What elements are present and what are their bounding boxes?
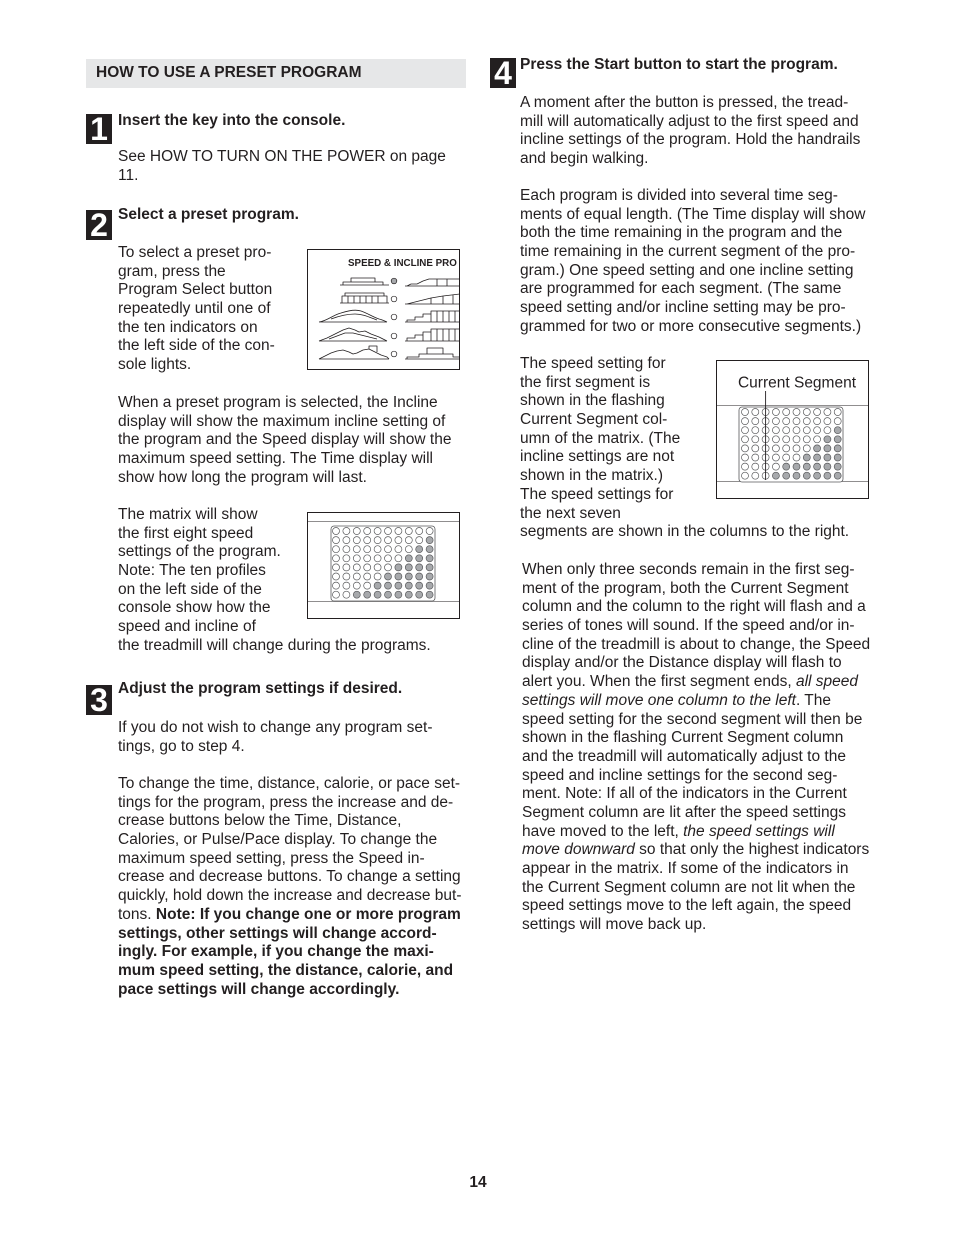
matrix-indicator	[814, 418, 821, 425]
speed-matrix-figure	[307, 512, 460, 619]
text-run: . The	[795, 691, 832, 709]
matrix-indicator	[742, 409, 749, 416]
matrix-indicator	[752, 463, 759, 470]
matrix-indicator	[742, 463, 749, 470]
matrix-indicator	[353, 546, 360, 553]
section-header-bar	[86, 59, 466, 88]
matrix-indicator	[772, 436, 779, 443]
matrix-indicator	[343, 582, 350, 589]
bold-text: mum speed setting, the distance, calorie, and	[118, 961, 454, 979]
matrix-indicator	[793, 409, 800, 416]
text-line	[522, 692, 870, 711]
matrix-indicator	[333, 528, 340, 535]
bold-text: ingly. For example, if you change the maxi-	[118, 943, 434, 961]
matrix-indicator	[374, 573, 381, 580]
text-line	[522, 841, 870, 860]
matrix-indicator	[395, 528, 402, 535]
matrix-indicator-lit	[416, 564, 423, 571]
program-indicator	[391, 296, 397, 302]
matrix-indicator-lit	[395, 564, 402, 571]
matrix-indicator-lit	[374, 591, 381, 598]
matrix-indicator	[752, 409, 759, 416]
matrix-indicator	[426, 528, 433, 535]
matrix-indicator	[793, 445, 800, 452]
matrix-indicator-lit	[374, 582, 381, 589]
text-run: so that only the highest indicators	[634, 841, 870, 859]
current-segment-matrix-figure	[716, 360, 869, 499]
step-1-heading: Insert the key into the console.	[118, 112, 346, 129]
matrix-indicator-lit	[405, 591, 412, 598]
matrix-indicator	[814, 436, 821, 443]
text-line: maximum speed setting, press the Speed in-	[118, 849, 425, 867]
text-line: tings, go to step 4.	[118, 737, 245, 755]
matrix-indicator	[364, 546, 371, 553]
matrix-indicator-lit	[426, 564, 433, 571]
text-line: mill will automatically adjust to the first speed and	[520, 112, 859, 130]
matrix-indicator-lit	[416, 573, 423, 580]
text-line: shown in the matrix.)	[520, 467, 663, 485]
matrix-indicator	[834, 409, 841, 416]
matrix-indicator	[395, 555, 402, 562]
text-line: To change the time, distance, calorie, or pace set-	[118, 775, 461, 792]
matrix-indicator	[783, 436, 790, 443]
matrix-indicator-lit	[793, 472, 800, 479]
italic-text: move downward	[522, 841, 635, 859]
matrix-indicator	[783, 409, 790, 416]
matrix-indicator	[793, 418, 800, 425]
matrix-indicator	[353, 555, 360, 562]
text-line: the ten indicators on	[118, 318, 258, 336]
matrix-indicator-lit	[834, 454, 841, 461]
text-line: crease and decrease buttons. To change a setting	[118, 868, 461, 886]
matrix-indicator	[803, 436, 810, 443]
text-line: See HOW TO TURN ON THE POWER on page	[118, 148, 446, 165]
step-2-number-badge: 2	[86, 210, 112, 240]
italic-text: the speed settings will	[683, 822, 835, 840]
matrix-indicator-lit	[814, 472, 821, 479]
text-line: If you do not wish to change any program set-	[118, 719, 433, 736]
text-line: Current Segment col-	[520, 411, 668, 429]
matrix-indicator	[824, 409, 831, 416]
matrix-indicator	[742, 454, 749, 461]
matrix-indicator	[333, 573, 340, 580]
matrix-indicator-lit	[793, 463, 800, 470]
text-line: When a preset program is selected, the Incline	[118, 394, 438, 411]
matrix-indicator	[783, 418, 790, 425]
text-line: shown in the flashing	[520, 392, 665, 410]
matrix-indicator-lit	[395, 582, 402, 589]
matrix-indicator	[364, 582, 371, 589]
matrix-indicator	[343, 573, 350, 580]
matrix-indicator-lit	[824, 445, 831, 452]
matrix-indicator	[405, 546, 412, 553]
matrix-indicator	[353, 564, 360, 571]
step-4-paragraph-4	[522, 561, 870, 935]
matrix-indicator-lit	[416, 555, 423, 562]
matrix-indicator	[783, 454, 790, 461]
matrix-indicator-lit	[824, 463, 831, 470]
matrix-indicator-lit	[824, 472, 831, 479]
matrix-indicator	[803, 427, 810, 434]
matrix-indicator	[824, 427, 831, 434]
matrix-indicator-lit	[405, 555, 412, 562]
matrix-indicator	[343, 564, 350, 571]
text-line: When only three seconds remain in the first seg-	[522, 561, 855, 578]
matrix-indicator	[814, 427, 821, 434]
step-3-paragraph-1	[118, 719, 432, 756]
matrix-indicator	[405, 528, 412, 535]
matrix-indicator-lit	[803, 463, 810, 470]
matrix-indicator	[834, 418, 841, 425]
matrix-indicator-lit	[416, 546, 423, 553]
text-line: shown in the flashing Current Segment column	[522, 729, 844, 747]
matrix-indicator-lit	[405, 573, 412, 580]
matrix-indicator	[343, 528, 350, 535]
matrix-indicator	[333, 555, 340, 562]
matrix-indicator	[364, 537, 371, 544]
text-line: the first eight speed	[118, 524, 254, 542]
matrix-indicator	[824, 418, 831, 425]
text-line: speed setting for the second segment will then be	[522, 710, 863, 728]
matrix-indicator	[385, 555, 392, 562]
text-line: incline settings are not	[520, 448, 675, 466]
matrix-indicator	[416, 537, 423, 544]
matrix-indicator-lit	[834, 427, 841, 434]
step-2-paragraph-1	[118, 244, 275, 375]
matrix-indicator	[343, 537, 350, 544]
text-line: and begin walking.	[520, 150, 649, 168]
matrix-indicator	[364, 528, 371, 535]
text-line: the program and the Speed display will show the	[118, 431, 452, 449]
matrix-indicator	[793, 436, 800, 443]
matrix-indicator-lit	[824, 454, 831, 461]
text-line: the Current Segment column are not lit when the	[522, 878, 856, 896]
text-line: Calories, or Pulse/Pace display. To change the	[118, 831, 438, 849]
matrix-indicator	[385, 537, 392, 544]
step-4-number-badge: 4	[490, 58, 516, 88]
matrix-indicator	[374, 564, 381, 571]
matrix-indicator	[742, 472, 749, 479]
text-line: gram, press the	[118, 262, 226, 280]
matrix-indicator	[752, 472, 759, 479]
section-title: HOW TO USE A PRESET PROGRAM	[96, 64, 362, 81]
text-line	[118, 962, 462, 981]
matrix-indicator-lit	[385, 591, 392, 598]
text-line: console show how the	[118, 599, 271, 617]
matrix-indicator-lit	[426, 555, 433, 562]
text-line: Note: The ten profiles	[118, 562, 266, 580]
matrix-indicator	[333, 546, 340, 553]
step-1-paragraph	[118, 148, 446, 185]
text-line: maximum speed setting. The Time display will	[118, 450, 434, 468]
matrix-indicator	[783, 445, 790, 452]
matrix-indicator	[395, 546, 402, 553]
text-line: ment of the program, both the Current Segment	[522, 579, 849, 597]
text-line: ments of equal length. (The Time display will show	[520, 205, 866, 223]
matrix-indicator	[374, 528, 381, 535]
text-line: settings will move back up.	[522, 916, 707, 934]
matrix-indicator	[772, 445, 779, 452]
matrix-indicator-lit	[834, 472, 841, 479]
matrix-indicator-lit	[834, 445, 841, 452]
matrix-indicator-lit	[385, 582, 392, 589]
step-3-number-badge: 3	[86, 685, 112, 715]
matrix-indicator	[374, 555, 381, 562]
text-line: speed and incline settings for the second seg-	[522, 766, 838, 784]
matrix-indicator-lit	[834, 463, 841, 470]
text-line: To select a preset pro-	[118, 244, 272, 261]
text-line: The speed setting for	[520, 355, 666, 372]
text-line: 11.	[118, 166, 139, 184]
text-line	[522, 823, 870, 842]
matrix-indicator	[353, 537, 360, 544]
text-line: quickly, hold down the increase and decrease but-	[118, 887, 462, 905]
matrix-indicator-lit	[824, 436, 831, 443]
matrix-indicator	[353, 582, 360, 589]
italic-text: all speed	[795, 673, 859, 691]
matrix-indicator-lit	[834, 436, 841, 443]
text-line: speed and incline of	[118, 618, 256, 636]
matrix-indicator	[742, 445, 749, 452]
text-line: Program Select button	[118, 281, 273, 299]
text-line	[118, 925, 462, 944]
program-indicator	[391, 351, 397, 357]
matrix-indicator-lit	[405, 564, 412, 571]
italic-text: settings will move one column to the left	[522, 691, 796, 709]
matrix-indicator	[405, 537, 412, 544]
matrix-indicator	[353, 573, 360, 580]
text-line: incline settings of the program. Hold the handrails	[520, 131, 861, 149]
text-line: the left side of the con-	[118, 337, 275, 355]
matrix-indicator	[333, 582, 340, 589]
text-line: The speed settings for	[520, 485, 674, 503]
text-line: repeatedly until one of	[118, 300, 271, 318]
text-line	[118, 906, 462, 925]
page-number: 14	[469, 1174, 487, 1191]
matrix-indicator	[752, 418, 759, 425]
text-line: show how long the program will last.	[118, 468, 367, 486]
matrix-indicator-lit	[353, 591, 360, 598]
text-line: tings for the program, press the increase and de-	[118, 793, 454, 811]
matrix-indicator	[353, 528, 360, 535]
matrix-indicator	[793, 427, 800, 434]
matrix-indicator	[385, 546, 392, 553]
text-run: alert you. When the first segment ends,	[522, 673, 796, 691]
matrix-indicator	[752, 454, 759, 461]
text-line: series of tones will sound. If the speed and/or in-	[522, 617, 855, 635]
text-line: The matrix will show	[118, 506, 258, 523]
matrix-indicator-lit	[426, 546, 433, 553]
matrix-indicator-lit	[426, 582, 433, 589]
matrix-indicator-lit	[426, 591, 433, 598]
text-run: have moved to the left,	[522, 822, 684, 840]
matrix-indicator-lit	[803, 472, 810, 479]
text-run: tons.	[118, 905, 156, 923]
text-line: the first segment is	[520, 373, 651, 391]
text-line: appear in the matrix. If some of the indicators in	[522, 860, 849, 877]
step-4-paragraph-2	[520, 187, 865, 337]
text-line: speed settings move to the left again, the speed	[522, 897, 852, 915]
bold-text: Note: If you change one or more program	[155, 905, 461, 923]
speed-incline-profiles-figure	[307, 249, 460, 370]
matrix-indicator	[803, 445, 810, 452]
matrix-indicator	[374, 537, 381, 544]
text-line	[118, 981, 462, 1000]
matrix-indicator	[385, 528, 392, 535]
matrix-indicator-lit	[783, 463, 790, 470]
matrix-indicator	[803, 418, 810, 425]
text-line: A moment after the button is pressed, the tread-	[520, 94, 849, 111]
text-line: the treadmill will change during the programs.	[118, 636, 431, 654]
step-2-heading: Select a preset program.	[118, 206, 299, 223]
matrix-indicator-lit	[385, 573, 392, 580]
matrix-indicator	[752, 436, 759, 443]
matrix-indicator	[772, 463, 779, 470]
program-indicator	[391, 333, 397, 339]
matrix-indicator	[793, 454, 800, 461]
matrix-indicator	[814, 409, 821, 416]
text-line: segments are shown in the columns to the right.	[520, 523, 850, 541]
text-line: time remaining in the current segment of the pro-	[520, 243, 856, 261]
matrix-indicator	[374, 546, 381, 553]
step-4-heading: Press the Start button to start the program.	[520, 56, 838, 73]
matrix-indicator	[742, 418, 749, 425]
matrix-indicator-lit	[803, 454, 810, 461]
matrix-indicator	[772, 418, 779, 425]
matrix-indicator-lit	[364, 591, 371, 598]
text-line: and the treadmill will automatically adjust to the	[522, 747, 846, 765]
matrix-indicator	[333, 564, 340, 571]
step-3-heading: Adjust the program settings if desired.	[118, 680, 403, 697]
text-line: gram.) One speed setting and one incline setting	[520, 261, 854, 279]
matrix-indicator	[364, 555, 371, 562]
text-line: on the left side of the	[118, 580, 262, 598]
matrix-indicator-lit	[395, 591, 402, 598]
step-3-paragraph-2	[118, 775, 462, 999]
matrix-indicator	[364, 564, 371, 571]
matrix-indicator	[333, 537, 340, 544]
current-segment-label: Current Segment	[737, 374, 857, 392]
bold-text: settings, other settings will change accord-	[118, 924, 437, 942]
program-indicator	[391, 314, 397, 320]
text-line: column and the column to the right will flash and a	[522, 598, 866, 616]
matrix-indicator	[752, 427, 759, 434]
matrix-indicator	[752, 445, 759, 452]
text-line: Segment column are lit after the speed settings	[522, 803, 846, 821]
text-line: speed setting and/or incline setting may be pro-	[520, 299, 846, 317]
matrix-indicator	[333, 591, 340, 598]
matrix-indicator-lit	[416, 582, 423, 589]
text-line: display and/or the Distance display will flash to	[522, 654, 842, 672]
text-line: grammed for two or more consecutive segments.)	[520, 317, 862, 335]
matrix-indicator	[772, 427, 779, 434]
text-line: are programmed for each segment. (The same	[520, 280, 842, 298]
matrix-indicator-lit	[783, 472, 790, 479]
program-indicator-lit	[391, 278, 397, 284]
matrix-indicator-lit	[395, 573, 402, 580]
matrix-indicator	[364, 573, 371, 580]
matrix-indicator	[343, 555, 350, 562]
matrix-indicator-lit	[814, 454, 821, 461]
step-4-paragraph-1	[520, 94, 860, 169]
matrix-indicator-lit	[426, 573, 433, 580]
step-2-paragraph-2	[118, 394, 451, 487]
text-line: ment. Note: If all of the indicators in the Current	[522, 785, 847, 803]
matrix-indicator	[783, 427, 790, 434]
text-line: Each program is divided into several time seg-	[520, 187, 838, 204]
matrix-indicator-lit	[426, 537, 433, 544]
profiles-panel-title: SPEED & INCLINE PRO	[348, 258, 457, 269]
matrix-indicator	[803, 409, 810, 416]
matrix-indicator-lit	[814, 445, 821, 452]
matrix-indicator-lit	[772, 472, 779, 479]
text-line: cline of the treadmill is about to change, the Speed	[522, 635, 871, 653]
matrix-indicator	[343, 591, 350, 598]
matrix-indicator-lit	[405, 582, 412, 589]
text-line: display will show the maximum incline setting of	[118, 412, 446, 430]
text-line: sole lights.	[118, 356, 192, 374]
matrix-indicator	[772, 409, 779, 416]
matrix-indicator-lit	[814, 463, 821, 470]
text-line: umn of the matrix. (The	[520, 429, 681, 447]
text-line: both the time remaining in the program and the	[520, 224, 843, 242]
matrix-indicator	[395, 537, 402, 544]
step-1-number-badge: 1	[86, 114, 112, 144]
matrix-indicator	[343, 546, 350, 553]
matrix-indicator	[742, 436, 749, 443]
text-line	[522, 673, 870, 692]
text-line	[118, 943, 462, 962]
text-line: the next seven	[520, 504, 621, 522]
matrix-indicator	[416, 528, 423, 535]
text-line: settings of the program.	[118, 543, 281, 561]
matrix-indicator-lit	[416, 591, 423, 598]
text-line: crease buttons below the Time, Distance,	[118, 812, 402, 830]
matrix-indicator	[742, 427, 749, 434]
matrix-indicator	[385, 564, 392, 571]
matrix-indicator	[772, 454, 779, 461]
bold-text: pace settings will change accordingly.	[118, 980, 400, 998]
